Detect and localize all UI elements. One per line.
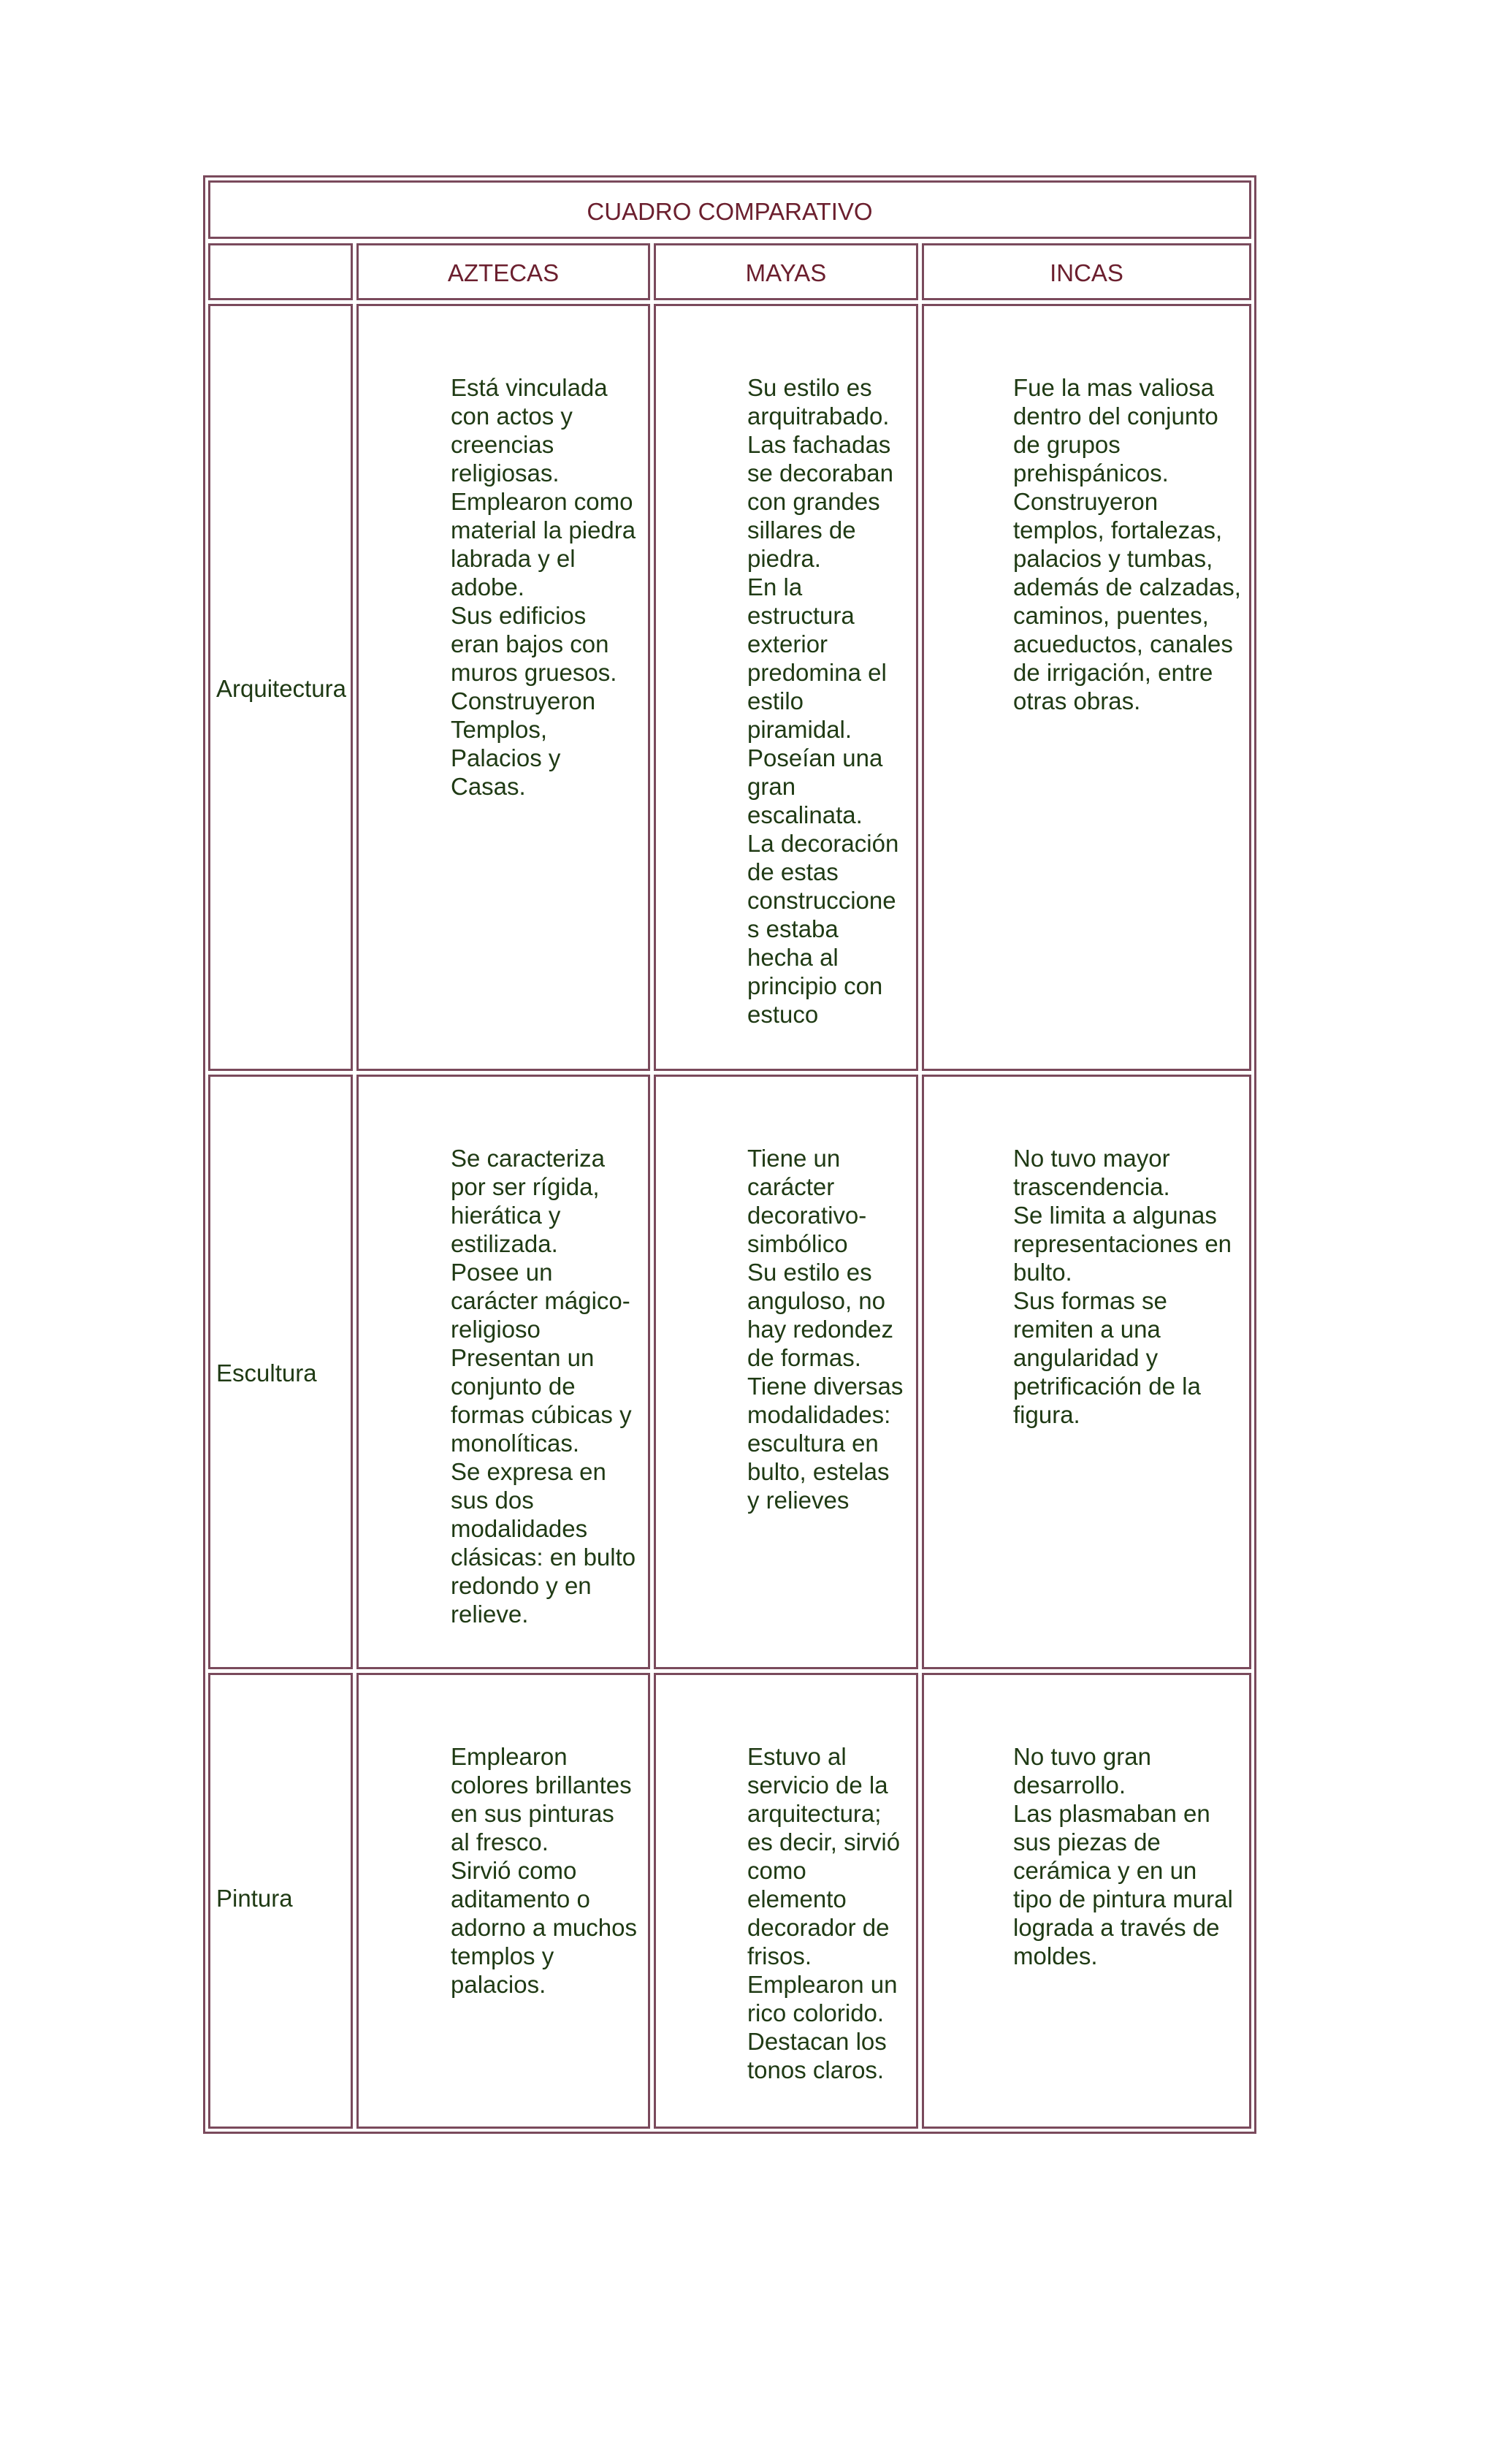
arquitectura-aztecas-cell bbox=[356, 304, 650, 1071]
header-aztecas-cell bbox=[356, 243, 650, 300]
escultura-incas-cell bbox=[922, 1075, 1251, 1669]
escultura-incas-text: No tuvo mayor trascendencia. Se limita a algunas representaciones en bulto. Sus formas se remiten a una angularidad y petrificación de la figura. bbox=[1013, 1145, 1232, 1428]
header-aztecas: AZTECAS bbox=[447, 259, 560, 286]
row-escultura-label-cell bbox=[208, 1075, 353, 1669]
escultura-mayas-text: Tiene un carácter decorativo- simbólico Su estilo es anguloso, no hay redondez de formas. Tiene diversas modalidades: escultura en bulto, estelas y relieves bbox=[747, 1145, 904, 1514]
pintura-mayas-text: Estuvo al servicio de la arquitectura; es decir, sirvió como elemento decorador de frisos. Emplearon un rico colorido. Destacan los tonos claros. bbox=[747, 1743, 901, 2083]
pintura-aztecas-text: Emplearon colores brillantes en sus pinturas al fresco. Sirvió como aditamento o adorno a muchos templos y palacios. bbox=[451, 1743, 637, 1998]
header-empty-cell bbox=[208, 243, 353, 300]
header-incas-cell bbox=[922, 243, 1251, 300]
header-mayas: MAYAS bbox=[745, 259, 827, 286]
table-title: CUADRO COMPARATIVO bbox=[587, 198, 873, 225]
arquitectura-mayas-cell bbox=[654, 304, 918, 1071]
escultura-aztecas-cell bbox=[356, 1075, 650, 1669]
pintura-aztecas-cell bbox=[356, 1673, 650, 2129]
header-incas: INCAS bbox=[1050, 259, 1123, 286]
escultura-mayas-cell bbox=[654, 1075, 918, 1669]
row-arquitectura-label-cell bbox=[208, 304, 353, 1071]
arquitectura-aztecas-text: Está vinculada con actos y creencias religiosas. Emplearon como material la piedra labrada y el adobe. Sus edificios eran bajos con muros gruesos. Construyeron Templos, Palacios y Casas. bbox=[451, 374, 636, 800]
pintura-mayas-cell bbox=[654, 1673, 918, 2129]
header-mayas-cell bbox=[654, 243, 918, 300]
row-pintura-label-cell bbox=[208, 1673, 353, 2129]
arquitectura-incas-text: Fue la mas valiosa dentro del conjunto de grupos prehispánicos. Construyeron templos, fortalezas, palacios y tumbas, además de calzadas, caminos, puentes, acueductos, canales de irrigación, entre otras obras. bbox=[1013, 374, 1241, 714]
arquitectura-mayas-text: Su estilo es arquitrabado. Las fachadas se decoraban con grandes sillares de piedra. En la estructura exterior predomina el estilo piramidal. Poseían una gran escalinata. La decoración de estas construccione s estaba hecha al principio con estuco bbox=[747, 374, 899, 1028]
row-label-arquitectura: Arquitectura bbox=[216, 675, 346, 702]
pintura-incas-cell bbox=[922, 1673, 1251, 2129]
title-cell bbox=[208, 180, 1251, 239]
row-label-escultura: Escultura bbox=[216, 1359, 317, 1387]
pintura-incas-text: No tuvo gran desarrollo. Las plasmaban en sus piezas de cerámica y en un tipo de pintura mural lograda a través de moldes. bbox=[1013, 1743, 1233, 1969]
escultura-aztecas-text: Se caracteriza por ser rígida, hierática y estilizada. Posee un carácter mágico- religioso Presentan un conjunto de formas cúbicas y monolíticas. Se expresa en sus dos modalidades clásicas: en bulto redondo y en relieve. bbox=[451, 1145, 636, 1628]
row-label-pintura: Pintura bbox=[216, 1885, 293, 1912]
arquitectura-incas-cell bbox=[922, 304, 1251, 1071]
